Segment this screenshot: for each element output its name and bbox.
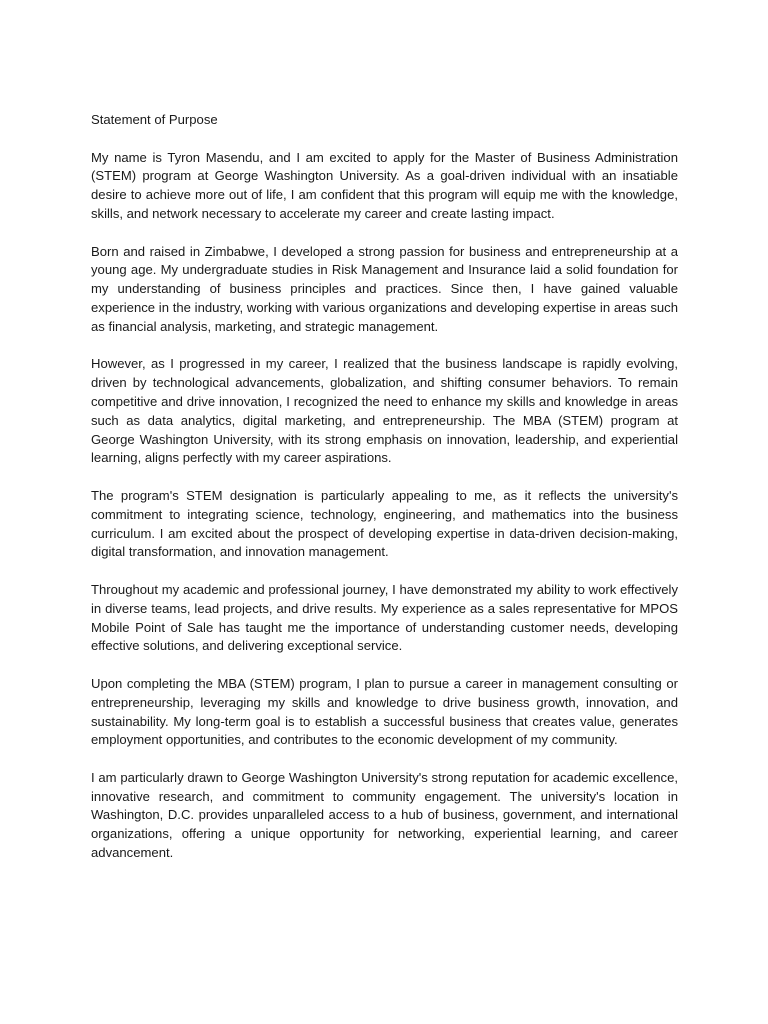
paragraph-introduction: My name is Tyron Masendu, and I am excited to apply for the Master of Business Administration (STEM) program at George Washington University. As a goal-driven individual with an insatiable desire to achieve more out of life, I am confident that this program will equip me with the knowledge, skills, and network necessary to accelerate my career and create lasting impact.	[91, 149, 678, 221]
paragraph-university-appeal: I am particularly drawn to George Washington University's strong reputation for academic excellence, innovative research, and commitment to community engagement. The university's location in Washington, D.C. provides unparalleled access to a hub of business, government, and international organizations, offering a unique opportunity for networking, experiential learning, and career advancement.	[91, 769, 678, 861]
paragraph-career-goals: Upon completing the MBA (STEM) program, I plan to pursue a career in management consulting or entrepreneurship, leveraging my skills and knowledge to drive business growth, innovation, and sustainability. My long-term goal is to establish a successful business that creates value, generates employment opportunities, and contributes to the economic development of my community.	[91, 675, 678, 748]
paragraph-stem-designation: The program's STEM designation is particularly appealing to me, as it reflects the university's commitment to integrating science, technology, engineering, and mathematics into the business curriculum. I am excited about the prospect of developing expertise in data-driven decision-making, digital transformation, and innovation management.	[91, 487, 678, 560]
document-title: Statement of Purpose	[91, 112, 218, 127]
document-body	[91, 111, 678, 882]
paragraph-motivation: However, as I progressed in my career, I realized that the business landscape is rapidly evolving, driven by technological advancements, globalization, and shifting consumer behaviors. To remain competitive and drive innovation, I recognized the need to enhance my skills and knowledge in areas such as data analytics, digital marketing, and entrepreneurship. The MBA (STEM) program at George Washington University, with its strong emphasis on innovation, leadership, and experiential learning, aligns perfectly with my career aspirations.	[91, 356, 678, 466]
paragraph-experience: Throughout my academic and professional journey, I have demonstrated my ability to work effectively in diverse teams, lead projects, and drive results. My experience as a sales representative for MPOS Mobile Point of Sale has taught me the importance of understanding customer needs, developing effective solutions, and delivering exceptional service.	[91, 581, 678, 654]
paragraph-background: Born and raised in Zimbabwe, I developed a strong passion for business and entrepreneurship at a young age. My undergraduate studies in Risk Management and Insurance laid a solid foundation for my understanding of business principles and practices. Since then, I have gained valuable experience in the industry, working with various organizations and developing expertise in areas such as financial analysis, marketing, and strategic management.	[91, 243, 678, 334]
